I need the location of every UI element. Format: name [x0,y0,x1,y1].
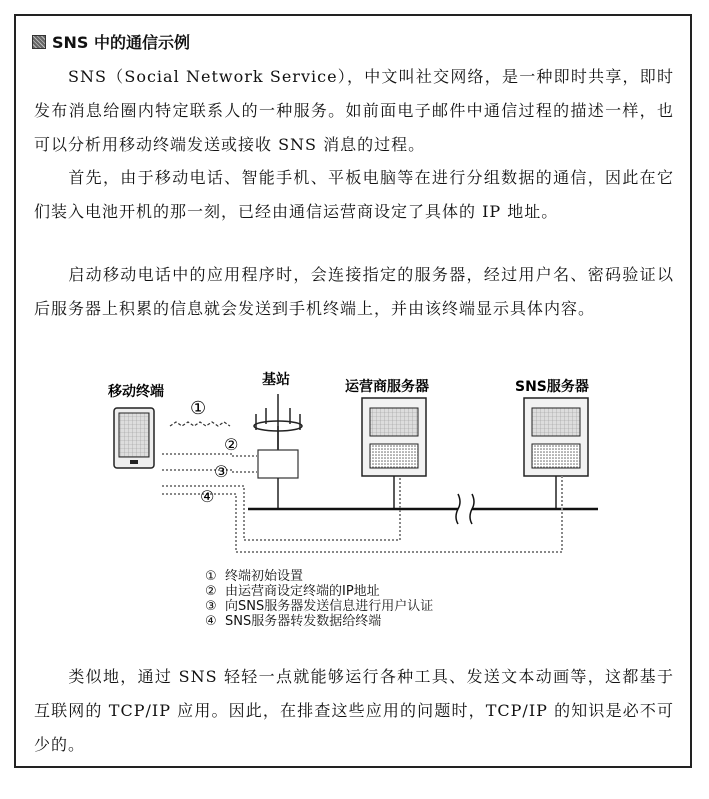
section-title-text: SNS 中的通信示例 [52,33,191,52]
base-station-label: 基站 [262,372,290,388]
step-marker-1: ① [190,398,207,419]
paragraph-conclusion: 类似地，通过 SNS 轻轻一点就能够运行各种工具、发送文本动画等，这都基于互联网的 TCP/IP 应用。因此，在排查这些应用的问题时，TCP/IP 的知识是必不可少的。 [34,667,674,754]
section-title [32,30,190,53]
paragraph-intro: SNS（Social Network Service），中文叫社交网络，是一种即时共享，即时发布消息给圈内特定联系人的一种服务。如前面电子邮件中通信过程的描述一样，也可以分析用移动终端发送或接收 SNS 消息的过程。 [34,67,674,154]
step-marker-2: ② [224,435,239,454]
network-break-mark [456,494,474,524]
legend-item: ② 由运营商设定终端的IP地址 [205,584,380,599]
carrier-server-icon [362,398,426,509]
legend-item: ④ SNS服务器转发数据给终端 [205,614,382,629]
sns-network-diagram [0,364,709,604]
paragraph-app-connect: 启动移动电话中的应用程序时，会连接指定的服务器，经过用户名、密码验证以后服务器上积累的信息就会发送到手机终端上，并由该终端显示具体内容。 [34,265,674,318]
base-station-antenna-icon [254,394,302,450]
legend-item: ③ 向SNS服务器发送信息进行用户认证 [205,599,434,614]
sns-server-label: SNS服务器 [515,379,589,395]
wireless-signal-line [170,422,230,426]
diagram-legend [205,569,433,629]
sns-server-icon [524,398,588,509]
mobile-terminal-label: 移动终端 [108,384,164,400]
carrier-server-label: 运营商服务器 [345,379,429,395]
legend-item: ① 终端初始设置 [205,569,304,584]
step-marker-3: ③ [214,462,229,481]
base-station-box [258,450,298,478]
square-bullet-icon [32,35,46,49]
mobile-terminal-icon [114,408,154,468]
step-marker-4: ④ [200,487,215,506]
paragraph-ip-assignment: 首先，由于移动电话、智能手机、平板电脑等在进行分组数据的通信，因此在它们装入电池开机的那一刻，已经由通信运营商设定了具体的 IP 地址。 [34,168,674,221]
